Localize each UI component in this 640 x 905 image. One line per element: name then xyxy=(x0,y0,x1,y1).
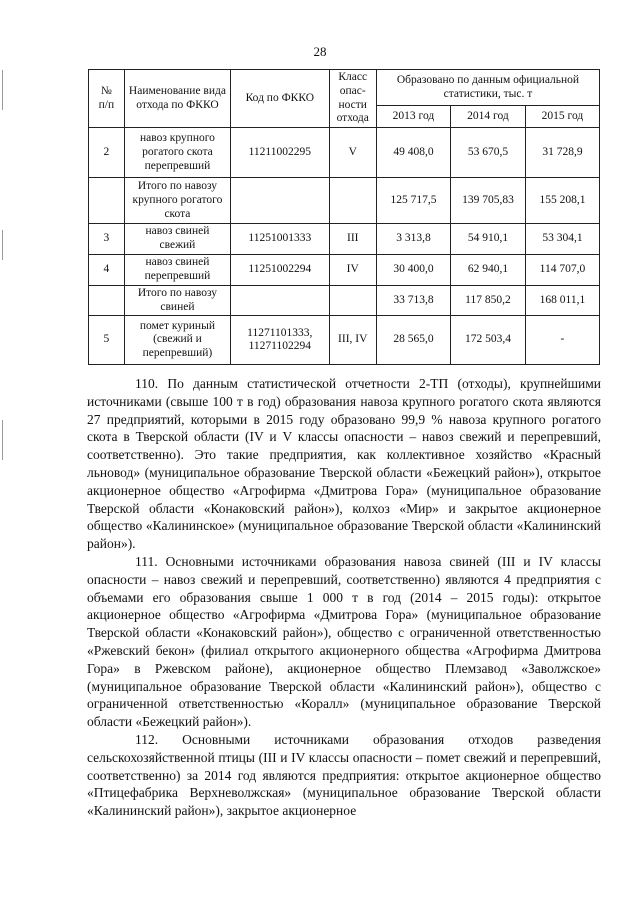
cell-class: V xyxy=(329,128,376,178)
cell-2014: 53 670,5 xyxy=(451,128,526,178)
cell-num: 2 xyxy=(89,128,125,178)
header-year-2014: 2014 год xyxy=(451,106,526,128)
header-year-2013: 2013 год xyxy=(376,106,450,128)
cell-2013: 49 408,0 xyxy=(376,128,450,178)
waste-table xyxy=(88,69,600,365)
page-number: 28 xyxy=(313,44,327,59)
cell-num xyxy=(89,285,125,316)
cell-num: 5 xyxy=(89,316,125,365)
header-year-2015: 2015 год xyxy=(525,106,599,128)
table-header-row xyxy=(89,70,600,106)
cell-2013: 3 313,8 xyxy=(376,224,450,255)
cell-class: III, IV xyxy=(329,316,376,365)
header-code: Код по ФККО xyxy=(231,70,329,128)
cell-2014: 117 850,2 xyxy=(451,285,526,316)
header-class: Класс опас-ности отхода xyxy=(329,70,376,128)
scan-margin-mark xyxy=(2,230,3,260)
paragraph-112: 112. Основными источниками образования отходов разведения сельскохозяйственной птицы (III и IV классы опасности – помет свежий и перепревший, соответственно) за 2014 год являются предприятия: открытое акционерное общество «Птицефабрика Верхневолжская» (муниципальное образование Тверской области «Калининский район»), закрытое акционерное xyxy=(87,731,601,819)
cell-2015: 114 707,0 xyxy=(525,254,599,285)
cell-name: Итого по навозу свиней xyxy=(124,285,230,316)
cell-2013: 33 713,8 xyxy=(376,285,450,316)
table-row-total xyxy=(89,285,600,316)
paragraph-110: 110. По данным статистической отчетности 2-ТП (отходы), крупнейшими источниками (свыше 100 т в год) образования навоза крупного рогатого скота являются 27 предприятий, которыми в 2015 году образовано 99,9 % навоза крупного рогатого скота в Тверской области (IV и V классы опасности – навоз свежий и перепревший, соответственно). Это такие предприятия, как коллективное хозяйство «Красный льновод» (муниципальное образование Тверской области «Бежецкий район»), открытое акционерное общество «Агрофирма «Дмитрова Гора» (муниципальное образование Тверской области «Конаковский район»), колхоз «Мир» и закрытое акционерное общество «Калининское» (муниципальное образование Тверской области «Калининский район»). xyxy=(87,376,601,552)
cell-code xyxy=(231,178,329,224)
scan-margin-mark xyxy=(2,420,3,460)
cell-2015: 155 208,1 xyxy=(525,178,599,224)
cell-code: 11271101333, 11271102294 xyxy=(231,316,329,365)
cell-class xyxy=(329,285,376,316)
header-name: Наименование вида отхода по ФККО xyxy=(124,70,230,128)
cell-name: навоз свиней перепревший xyxy=(124,254,230,285)
cell-name: помет куриный (свежий и перепревший) xyxy=(124,316,230,365)
cell-code: 11211002295 xyxy=(231,128,329,178)
cell-class: III xyxy=(329,224,376,255)
cell-2014: 139 705,83 xyxy=(451,178,526,224)
cell-code xyxy=(231,285,329,316)
scan-margin-mark xyxy=(2,70,3,110)
cell-2015: 53 304,1 xyxy=(525,224,599,255)
cell-code: 11251002294 xyxy=(231,254,329,285)
cell-2014: 54 910,1 xyxy=(451,224,526,255)
table-row xyxy=(89,254,600,285)
cell-code: 11251001333 xyxy=(231,224,329,255)
paragraph-111: 111. Основными источниками образования навоза свиней (III и IV классы опасности – навоз свежий и перепревший, соответственно) являются 4 предприятия с объемами его образования свыше 1 000 т в год (2014 – 2015 годы): открытое акционерное общество «Агрофирма «Дмитрова Гора» (муниципальное образование Тверской области «Конаковский район»), общество с ограниченной ответственностью «Ржевский бекон» (филиал открытого акционерного общества «Агрофирма Дмитрова Гора» в Ржевском районе), акционерное общество Племзавод «Заволжское» (муниципальное образование Тверской области «Калининский район»), общество с ограниченной ответственностью «Коралл» (муниципальное образование Тверской области «Бежецкий район»). xyxy=(87,553,601,730)
cell-class: IV xyxy=(329,254,376,285)
cell-2015: 168 011,1 xyxy=(525,285,599,316)
cell-2014: 172 503,4 xyxy=(451,316,526,365)
cell-name: навоз свиней свежий xyxy=(124,224,230,255)
table-row xyxy=(89,224,600,255)
cell-2013: 125 717,5 xyxy=(376,178,450,224)
cell-2013: 30 400,0 xyxy=(376,254,450,285)
header-formed: Образовано по данным официальной статистики, тыс. т xyxy=(376,70,599,106)
cell-2015: 31 728,9 xyxy=(525,128,599,178)
cell-2014: 62 940,1 xyxy=(451,254,526,285)
cell-2013: 28 565,0 xyxy=(376,316,450,365)
table-row-total xyxy=(89,178,600,224)
table-row xyxy=(89,316,600,365)
cell-num xyxy=(89,178,125,224)
table-row xyxy=(89,128,600,178)
cell-name: навоз крупного рогатого скота перепревший xyxy=(124,128,230,178)
cell-num: 4 xyxy=(89,254,125,285)
header-num: № п/п xyxy=(89,70,125,128)
cell-2015: - xyxy=(525,316,599,365)
cell-num: 3 xyxy=(89,224,125,255)
cell-class xyxy=(329,178,376,224)
cell-name: Итого по навозу крупного рогатого скота xyxy=(124,178,230,224)
body-text xyxy=(87,375,601,820)
